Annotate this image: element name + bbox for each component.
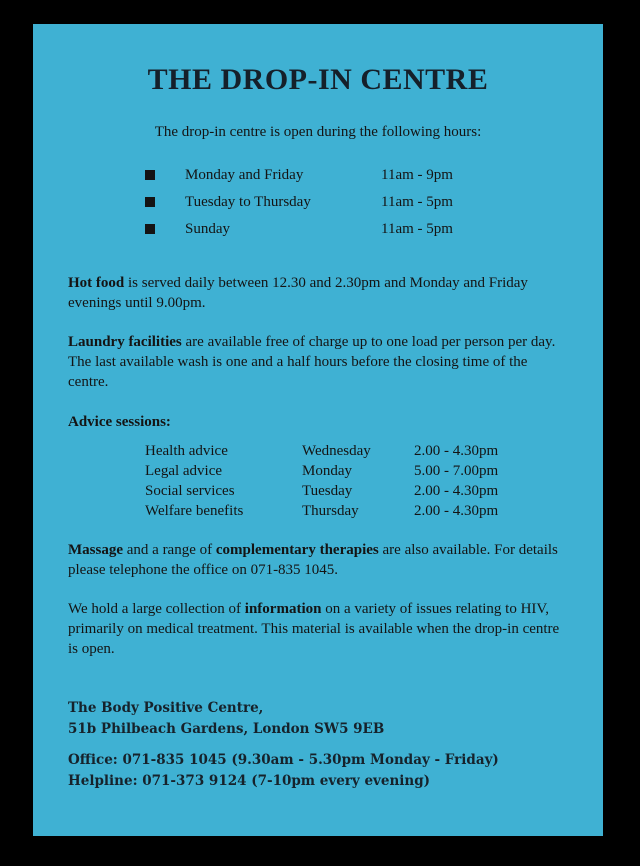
square-bullet-icon bbox=[145, 197, 155, 207]
centre-address bbox=[68, 698, 384, 740]
advice-sessions-heading: Advice sessions: bbox=[68, 414, 171, 430]
leaflet-page bbox=[33, 24, 603, 836]
advice-session-row bbox=[145, 461, 534, 481]
hours-time: 11am - 5pm bbox=[381, 193, 453, 210]
laundry-lead: Laundry facilities bbox=[68, 334, 182, 350]
hours-row bbox=[145, 215, 501, 242]
information-lead: information bbox=[244, 601, 322, 617]
advice-session-row bbox=[145, 441, 534, 461]
office-phone: Office: 071-835 1045 (9.30am - 5.30pm Monday - Friday) bbox=[68, 752, 499, 768]
hours-time: 11am - 5pm bbox=[381, 220, 453, 237]
hours-days: Monday and Friday bbox=[185, 166, 304, 183]
contact-numbers bbox=[68, 750, 499, 792]
massage-text: are also available. For details please telephone the office on 071-835 1045. bbox=[68, 542, 558, 578]
advice-time: 2.00 - 4.30pm bbox=[414, 483, 499, 499]
advice-topic: Health advice bbox=[145, 443, 228, 459]
therapies-lead: complementary therapies bbox=[215, 542, 379, 558]
advice-time: 5.00 - 7.00pm bbox=[414, 463, 499, 479]
organisation-name: The Body Positive Centre, bbox=[68, 700, 264, 716]
square-bullet-icon bbox=[145, 224, 155, 234]
advice-time: 2.00 - 4.30pm bbox=[414, 503, 499, 519]
massage-mid: and a range of bbox=[123, 542, 216, 558]
hours-row bbox=[145, 188, 501, 215]
opening-hours-list bbox=[145, 161, 501, 242]
laundry-text: are available free of charge up to one load per person per day. The last available wash is one and a half hours before the closing time of the centre. bbox=[68, 334, 556, 390]
hot-food-paragraph bbox=[68, 273, 570, 313]
massage-lead: Massage bbox=[68, 542, 123, 558]
hot-food-text: is served daily between 12.30 and 2.30pm and Monday and Friday evenings until 9.00pm. bbox=[68, 275, 528, 311]
hours-days: Tuesday to Thursday bbox=[185, 193, 311, 210]
hot-food-lead: Hot food bbox=[68, 275, 125, 291]
advice-session-row bbox=[145, 481, 534, 501]
advice-topic: Welfare benefits bbox=[145, 503, 244, 519]
advice-session-row bbox=[145, 501, 534, 521]
street-address: 51b Philbeach Gardens, London SW5 9EB bbox=[68, 721, 385, 737]
page-title: THE DROP-IN CENTRE bbox=[147, 63, 489, 96]
advice-sessions-table bbox=[145, 441, 534, 521]
advice-topic: Legal advice bbox=[145, 463, 223, 479]
helpline-phone: Helpline: 071-373 9124 (7-10pm every evening) bbox=[68, 773, 431, 789]
opening-hours-intro: The drop-in centre is open during the following hours: bbox=[154, 124, 482, 140]
information-text: on a variety of issues relating to HIV, primarily on medical treatment. This material is available when the drop-in centre is open. bbox=[68, 601, 560, 657]
hours-days: Sunday bbox=[185, 220, 230, 237]
massage-paragraph bbox=[68, 540, 570, 580]
laundry-paragraph bbox=[68, 332, 570, 392]
square-bullet-icon bbox=[145, 170, 155, 180]
hours-row bbox=[145, 161, 501, 188]
information-pre: We hold a large collection of bbox=[68, 601, 245, 617]
advice-day: Tuesday bbox=[302, 483, 353, 499]
information-paragraph bbox=[68, 599, 570, 659]
advice-day: Wednesday bbox=[302, 443, 371, 459]
advice-time: 2.00 - 4.30pm bbox=[414, 443, 499, 459]
advice-day: Thursday bbox=[302, 503, 359, 519]
advice-topic: Social services bbox=[145, 483, 235, 499]
hours-time: 11am - 9pm bbox=[381, 166, 453, 183]
advice-day: Monday bbox=[302, 463, 352, 479]
